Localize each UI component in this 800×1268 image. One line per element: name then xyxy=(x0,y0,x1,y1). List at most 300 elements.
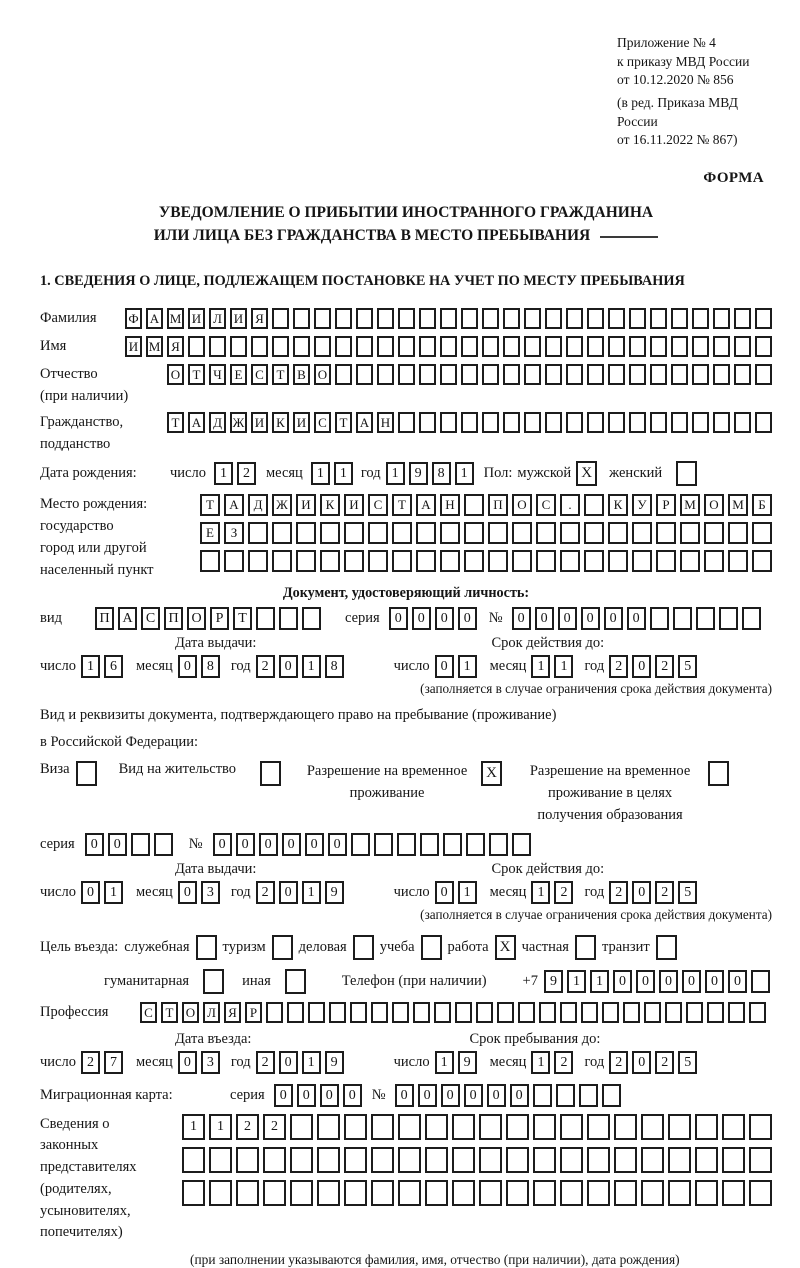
cell-box[interactable] xyxy=(461,364,478,385)
cell-box[interactable] xyxy=(749,1114,772,1140)
cell-box[interactable]: Я xyxy=(224,1002,241,1023)
cell-box[interactable]: П xyxy=(488,494,508,516)
cell-box[interactable]: 0 xyxy=(178,1051,197,1074)
cell-box[interactable]: С xyxy=(314,412,331,433)
cell-box[interactable]: 8 xyxy=(201,655,220,678)
cell-box[interactable]: . xyxy=(560,494,580,516)
cell-box[interactable]: 0 xyxy=(705,970,724,993)
cell-box[interactable]: 0 xyxy=(458,607,477,630)
cell-box[interactable] xyxy=(587,1114,610,1140)
cell-box[interactable] xyxy=(236,1180,259,1206)
cell-box[interactable] xyxy=(377,336,394,357)
cell-box[interactable] xyxy=(290,1180,313,1206)
cell-box[interactable]: 0 xyxy=(305,833,324,856)
cell-box[interactable]: Ж xyxy=(272,494,292,516)
cell-box[interactable]: 0 xyxy=(279,655,298,678)
cell-box[interactable] xyxy=(728,1002,745,1023)
cell-box[interactable] xyxy=(608,308,625,329)
cell-box[interactable] xyxy=(503,308,520,329)
cell-box[interactable]: О xyxy=(182,1002,199,1023)
cell-box[interactable] xyxy=(560,1180,583,1206)
cell-box[interactable] xyxy=(614,1180,637,1206)
cell-box[interactable]: 0 xyxy=(389,607,408,630)
cell-box[interactable] xyxy=(602,1084,621,1107)
cell-box[interactable] xyxy=(650,336,667,357)
cell-box[interactable] xyxy=(188,336,205,357)
cell-box[interactable]: 0 xyxy=(604,607,623,630)
cell-box[interactable]: 9 xyxy=(409,462,428,485)
cell-box[interactable]: С xyxy=(251,364,268,385)
cell-box[interactable] xyxy=(692,412,709,433)
rvpo-checkbox[interactable] xyxy=(708,761,729,786)
cell-box[interactable] xyxy=(673,607,692,630)
cell-box[interactable] xyxy=(317,1147,340,1173)
cell-box[interactable] xyxy=(584,494,604,516)
cell-box[interactable] xyxy=(209,1147,232,1173)
cell-box[interactable]: И xyxy=(293,412,310,433)
cell-box[interactable]: 0 xyxy=(682,970,701,993)
cell-box[interactable]: 2 xyxy=(655,1051,674,1074)
cell-box[interactable]: 0 xyxy=(178,881,197,904)
cell-box[interactable]: 0 xyxy=(613,970,632,993)
cell-box[interactable]: Н xyxy=(377,412,394,433)
cell-box[interactable] xyxy=(704,550,724,572)
cell-box[interactable]: И xyxy=(296,494,316,516)
cell-box[interactable] xyxy=(602,1002,619,1023)
cell-box[interactable]: А xyxy=(224,494,244,516)
cell-box[interactable]: 1 xyxy=(334,462,353,485)
cell-box[interactable]: 2 xyxy=(263,1114,286,1140)
cell-box[interactable] xyxy=(489,833,508,856)
cell-box[interactable] xyxy=(524,364,541,385)
cell-box[interactable] xyxy=(392,550,412,572)
purpose-commercial-checkbox[interactable] xyxy=(353,935,374,960)
cell-box[interactable] xyxy=(665,1002,682,1023)
cell-box[interactable] xyxy=(293,308,310,329)
cell-box[interactable] xyxy=(671,364,688,385)
cell-box[interactable] xyxy=(587,1147,610,1173)
purpose-tourism-checkbox[interactable] xyxy=(272,935,293,960)
cell-box[interactable]: 6 xyxy=(104,655,123,678)
cell-box[interactable] xyxy=(587,412,604,433)
cell-box[interactable]: 2 xyxy=(655,881,674,904)
purpose-transit-checkbox[interactable] xyxy=(656,935,677,960)
cell-box[interactable] xyxy=(497,1002,514,1023)
cell-box[interactable] xyxy=(272,308,289,329)
cell-box[interactable] xyxy=(560,1147,583,1173)
cell-box[interactable] xyxy=(248,550,268,572)
cell-box[interactable] xyxy=(650,308,667,329)
cell-box[interactable] xyxy=(272,336,289,357)
cell-box[interactable] xyxy=(182,1180,205,1206)
cell-box[interactable] xyxy=(719,607,738,630)
sex-female-checkbox[interactable] xyxy=(676,461,697,486)
cell-box[interactable]: 1 xyxy=(302,655,321,678)
cell-box[interactable] xyxy=(734,364,751,385)
cell-box[interactable]: С xyxy=(140,1002,157,1023)
cell-box[interactable]: 0 xyxy=(435,607,454,630)
cell-box[interactable] xyxy=(464,494,484,516)
cell-box[interactable]: 2 xyxy=(609,1051,628,1074)
cell-box[interactable]: 1 xyxy=(531,881,550,904)
cell-box[interactable]: 0 xyxy=(282,833,301,856)
cell-box[interactable] xyxy=(632,550,652,572)
cell-box[interactable] xyxy=(482,308,499,329)
cell-box[interactable] xyxy=(479,1114,502,1140)
cell-box[interactable] xyxy=(398,1147,421,1173)
cell-box[interactable] xyxy=(371,1147,394,1173)
cell-box[interactable] xyxy=(209,336,226,357)
cell-box[interactable]: И xyxy=(230,308,247,329)
cell-box[interactable] xyxy=(695,1147,718,1173)
cell-box[interactable] xyxy=(290,1114,313,1140)
cell-box[interactable]: 0 xyxy=(728,970,747,993)
cell-box[interactable] xyxy=(696,607,715,630)
cell-box[interactable] xyxy=(524,412,541,433)
cell-box[interactable]: 1 xyxy=(455,462,474,485)
cell-box[interactable] xyxy=(614,1114,637,1140)
cell-box[interactable]: Р xyxy=(210,607,229,630)
cell-box[interactable]: 8 xyxy=(432,462,451,485)
cell-box[interactable]: 8 xyxy=(325,655,344,678)
cell-box[interactable] xyxy=(707,1002,724,1023)
cell-box[interactable]: 0 xyxy=(435,655,454,678)
cell-box[interactable]: 0 xyxy=(395,1084,414,1107)
cell-box[interactable] xyxy=(512,522,532,544)
cell-box[interactable]: Т xyxy=(200,494,220,516)
cell-box[interactable] xyxy=(545,364,562,385)
purpose-humanitarian-checkbox[interactable] xyxy=(203,969,224,994)
cell-box[interactable] xyxy=(488,550,508,572)
purpose-private-checkbox[interactable] xyxy=(575,935,596,960)
cell-box[interactable]: Я xyxy=(251,308,268,329)
cell-box[interactable]: 0 xyxy=(435,881,454,904)
cell-box[interactable] xyxy=(749,1147,772,1173)
cell-box[interactable]: Т xyxy=(188,364,205,385)
sex-male-checkbox[interactable]: X xyxy=(576,461,597,486)
cell-box[interactable] xyxy=(466,833,485,856)
cell-box[interactable] xyxy=(302,607,321,630)
cell-box[interactable] xyxy=(539,1002,556,1023)
cell-box[interactable] xyxy=(461,412,478,433)
cell-box[interactable]: 0 xyxy=(510,1084,529,1107)
cell-box[interactable] xyxy=(440,336,457,357)
cell-box[interactable]: 2 xyxy=(554,881,573,904)
cell-box[interactable] xyxy=(686,1002,703,1023)
cell-box[interactable] xyxy=(344,550,364,572)
cell-box[interactable] xyxy=(629,412,646,433)
cell-box[interactable] xyxy=(656,522,676,544)
cell-box[interactable]: 0 xyxy=(213,833,232,856)
cell-box[interactable] xyxy=(479,1147,502,1173)
cell-box[interactable] xyxy=(293,336,310,357)
cell-box[interactable] xyxy=(272,522,292,544)
cell-box[interactable] xyxy=(506,1147,529,1173)
cell-box[interactable] xyxy=(335,308,352,329)
cell-box[interactable] xyxy=(440,364,457,385)
cell-box[interactable] xyxy=(632,522,652,544)
cell-box[interactable] xyxy=(397,833,416,856)
cell-box[interactable] xyxy=(608,550,628,572)
cell-box[interactable] xyxy=(230,336,247,357)
cell-box[interactable]: М xyxy=(146,336,163,357)
cell-box[interactable] xyxy=(536,550,556,572)
cell-box[interactable]: С xyxy=(368,494,388,516)
cell-box[interactable] xyxy=(587,336,604,357)
cell-box[interactable] xyxy=(518,1002,535,1023)
cell-box[interactable] xyxy=(680,522,700,544)
cell-box[interactable]: 1 xyxy=(104,881,123,904)
cell-box[interactable]: 1 xyxy=(311,462,330,485)
cell-box[interactable] xyxy=(356,364,373,385)
cell-box[interactable] xyxy=(713,308,730,329)
cell-box[interactable] xyxy=(314,308,331,329)
cell-box[interactable] xyxy=(584,550,604,572)
cell-box[interactable] xyxy=(671,308,688,329)
cell-box[interactable]: 0 xyxy=(464,1084,483,1107)
cell-box[interactable]: 2 xyxy=(237,462,256,485)
cell-box[interactable] xyxy=(296,522,316,544)
cell-box[interactable]: 1 xyxy=(302,1051,321,1074)
cell-box[interactable]: А xyxy=(118,607,137,630)
cell-box[interactable] xyxy=(434,1002,451,1023)
cell-box[interactable] xyxy=(533,1147,556,1173)
cell-box[interactable] xyxy=(440,412,457,433)
cell-box[interactable] xyxy=(416,522,436,544)
cell-box[interactable] xyxy=(728,522,748,544)
cell-box[interactable]: О xyxy=(187,607,206,630)
cell-box[interactable]: 1 xyxy=(458,655,477,678)
cell-box[interactable] xyxy=(587,308,604,329)
cell-box[interactable]: 9 xyxy=(458,1051,477,1074)
cell-box[interactable] xyxy=(461,308,478,329)
cell-box[interactable] xyxy=(377,308,394,329)
cell-box[interactable] xyxy=(650,607,669,630)
cell-box[interactable] xyxy=(629,364,646,385)
cell-box[interactable] xyxy=(755,308,772,329)
cell-box[interactable] xyxy=(425,1180,448,1206)
cell-box[interactable] xyxy=(482,364,499,385)
cell-box[interactable] xyxy=(440,550,460,572)
cell-box[interactable]: У xyxy=(632,494,652,516)
cell-box[interactable] xyxy=(641,1180,664,1206)
cell-box[interactable]: 0 xyxy=(632,881,651,904)
cell-box[interactable]: 0 xyxy=(558,607,577,630)
cell-box[interactable]: 0 xyxy=(581,607,600,630)
cell-box[interactable] xyxy=(566,412,583,433)
cell-box[interactable]: 2 xyxy=(81,1051,100,1074)
cell-box[interactable] xyxy=(256,607,275,630)
cell-box[interactable]: 1 xyxy=(302,881,321,904)
cell-box[interactable]: А xyxy=(188,412,205,433)
cell-box[interactable] xyxy=(419,308,436,329)
cell-box[interactable] xyxy=(371,1114,394,1140)
cell-box[interactable] xyxy=(482,412,499,433)
cell-box[interactable]: П xyxy=(95,607,114,630)
cell-box[interactable] xyxy=(656,550,676,572)
cell-box[interactable]: Д xyxy=(209,412,226,433)
cell-box[interactable]: 0 xyxy=(108,833,127,856)
cell-box[interactable] xyxy=(398,1180,421,1206)
cell-box[interactable] xyxy=(377,364,394,385)
cell-box[interactable] xyxy=(671,412,688,433)
cell-box[interactable] xyxy=(641,1114,664,1140)
cell-box[interactable]: 2 xyxy=(655,655,674,678)
cell-box[interactable] xyxy=(545,308,562,329)
cell-box[interactable]: 9 xyxy=(325,1051,344,1074)
cell-box[interactable]: 0 xyxy=(328,833,347,856)
cell-box[interactable] xyxy=(503,336,520,357)
cell-box[interactable] xyxy=(371,1180,394,1206)
cell-box[interactable]: К xyxy=(608,494,628,516)
cell-box[interactable] xyxy=(392,522,412,544)
cell-box[interactable] xyxy=(398,364,415,385)
cell-box[interactable] xyxy=(587,1180,610,1206)
cell-box[interactable]: 2 xyxy=(609,881,628,904)
cell-box[interactable]: М xyxy=(680,494,700,516)
cell-box[interactable] xyxy=(350,1002,367,1023)
cell-box[interactable]: В xyxy=(293,364,310,385)
cell-box[interactable] xyxy=(524,336,541,357)
cell-box[interactable]: 1 xyxy=(214,462,233,485)
cell-box[interactable]: 0 xyxy=(343,1084,362,1107)
cell-box[interactable]: 0 xyxy=(279,881,298,904)
cell-box[interactable]: Т xyxy=(161,1002,178,1023)
cell-box[interactable]: 0 xyxy=(487,1084,506,1107)
cell-box[interactable] xyxy=(749,1180,772,1206)
cell-box[interactable]: 1 xyxy=(435,1051,454,1074)
cell-box[interactable] xyxy=(290,1147,313,1173)
cell-box[interactable] xyxy=(344,1114,367,1140)
cell-box[interactable] xyxy=(608,522,628,544)
cell-box[interactable] xyxy=(266,1002,283,1023)
cell-box[interactable] xyxy=(251,336,268,357)
cell-box[interactable] xyxy=(314,336,331,357)
cell-box[interactable]: 9 xyxy=(544,970,563,993)
cell-box[interactable] xyxy=(420,833,439,856)
cell-box[interactable] xyxy=(755,412,772,433)
purpose-study-checkbox[interactable] xyxy=(421,935,442,960)
cell-box[interactable] xyxy=(506,1114,529,1140)
cell-box[interactable]: И xyxy=(188,308,205,329)
cell-box[interactable]: 1 xyxy=(531,1051,550,1074)
cell-box[interactable] xyxy=(556,1084,575,1107)
cell-box[interactable]: 0 xyxy=(659,970,678,993)
cell-box[interactable]: 0 xyxy=(279,1051,298,1074)
cell-box[interactable]: 2 xyxy=(256,1051,275,1074)
cell-box[interactable]: 5 xyxy=(678,1051,697,1074)
cell-box[interactable]: М xyxy=(167,308,184,329)
cell-box[interactable] xyxy=(356,308,373,329)
purpose-work-checkbox[interactable]: X xyxy=(495,935,516,960)
cell-box[interactable] xyxy=(641,1147,664,1173)
cell-box[interactable] xyxy=(488,522,508,544)
cell-box[interactable] xyxy=(200,550,220,572)
cell-box[interactable] xyxy=(344,522,364,544)
cell-box[interactable] xyxy=(131,833,150,856)
cell-box[interactable] xyxy=(416,550,436,572)
cell-box[interactable]: 0 xyxy=(512,607,531,630)
cell-box[interactable] xyxy=(320,550,340,572)
cell-box[interactable] xyxy=(560,550,580,572)
cell-box[interactable]: Ф xyxy=(125,308,142,329)
cell-box[interactable] xyxy=(566,308,583,329)
cell-box[interactable]: 0 xyxy=(178,655,197,678)
cell-box[interactable] xyxy=(398,308,415,329)
cell-box[interactable] xyxy=(248,522,268,544)
cell-box[interactable] xyxy=(320,522,340,544)
cell-box[interactable] xyxy=(533,1114,556,1140)
cell-box[interactable]: Ч xyxy=(209,364,226,385)
cell-box[interactable]: 1 xyxy=(81,655,100,678)
cell-box[interactable]: 1 xyxy=(458,881,477,904)
cell-box[interactable] xyxy=(752,550,772,572)
cell-box[interactable] xyxy=(413,1002,430,1023)
cell-box[interactable] xyxy=(506,1180,529,1206)
cell-box[interactable] xyxy=(749,1002,766,1023)
cell-box[interactable] xyxy=(722,1180,745,1206)
cell-box[interactable]: Р xyxy=(245,1002,262,1023)
cell-box[interactable]: Я xyxy=(167,336,184,357)
cell-box[interactable] xyxy=(236,1147,259,1173)
cell-box[interactable] xyxy=(317,1180,340,1206)
cell-box[interactable] xyxy=(476,1002,493,1023)
cell-box[interactable] xyxy=(533,1180,556,1206)
cell-box[interactable] xyxy=(398,336,415,357)
cell-box[interactable]: 3 xyxy=(201,1051,220,1074)
cell-box[interactable] xyxy=(209,1180,232,1206)
cell-box[interactable]: 2 xyxy=(236,1114,259,1140)
cell-box[interactable] xyxy=(608,412,625,433)
cell-box[interactable] xyxy=(464,522,484,544)
cell-box[interactable]: 9 xyxy=(325,881,344,904)
cell-box[interactable]: Л xyxy=(203,1002,220,1023)
cell-box[interactable]: 2 xyxy=(609,655,628,678)
cell-box[interactable]: Т xyxy=(335,412,352,433)
cell-box[interactable] xyxy=(182,1147,205,1173)
cell-box[interactable]: 0 xyxy=(535,607,554,630)
cell-box[interactable]: И xyxy=(251,412,268,433)
cell-box[interactable] xyxy=(398,1114,421,1140)
cell-box[interactable] xyxy=(695,1180,718,1206)
cell-box[interactable] xyxy=(623,1002,640,1023)
cell-box[interactable] xyxy=(279,607,298,630)
cell-box[interactable]: П xyxy=(164,607,183,630)
cell-box[interactable] xyxy=(751,970,770,993)
cell-box[interactable] xyxy=(722,1114,745,1140)
cell-box[interactable]: 0 xyxy=(441,1084,460,1107)
cell-box[interactable] xyxy=(692,364,709,385)
cell-box[interactable] xyxy=(713,364,730,385)
cell-box[interactable] xyxy=(425,1147,448,1173)
cell-box[interactable] xyxy=(452,1180,475,1206)
cell-box[interactable] xyxy=(722,1147,745,1173)
cell-box[interactable]: 0 xyxy=(636,970,655,993)
cell-box[interactable]: О xyxy=(314,364,331,385)
cell-box[interactable] xyxy=(503,412,520,433)
cell-box[interactable] xyxy=(317,1114,340,1140)
cell-box[interactable] xyxy=(455,1002,472,1023)
cell-box[interactable]: 1 xyxy=(567,970,586,993)
cell-box[interactable] xyxy=(545,336,562,357)
cell-box[interactable]: 0 xyxy=(627,607,646,630)
cell-box[interactable] xyxy=(356,336,373,357)
cell-box[interactable]: О xyxy=(512,494,532,516)
cell-box[interactable] xyxy=(374,833,393,856)
cell-box[interactable] xyxy=(581,1002,598,1023)
cell-box[interactable]: К xyxy=(320,494,340,516)
cell-box[interactable]: 0 xyxy=(418,1084,437,1107)
